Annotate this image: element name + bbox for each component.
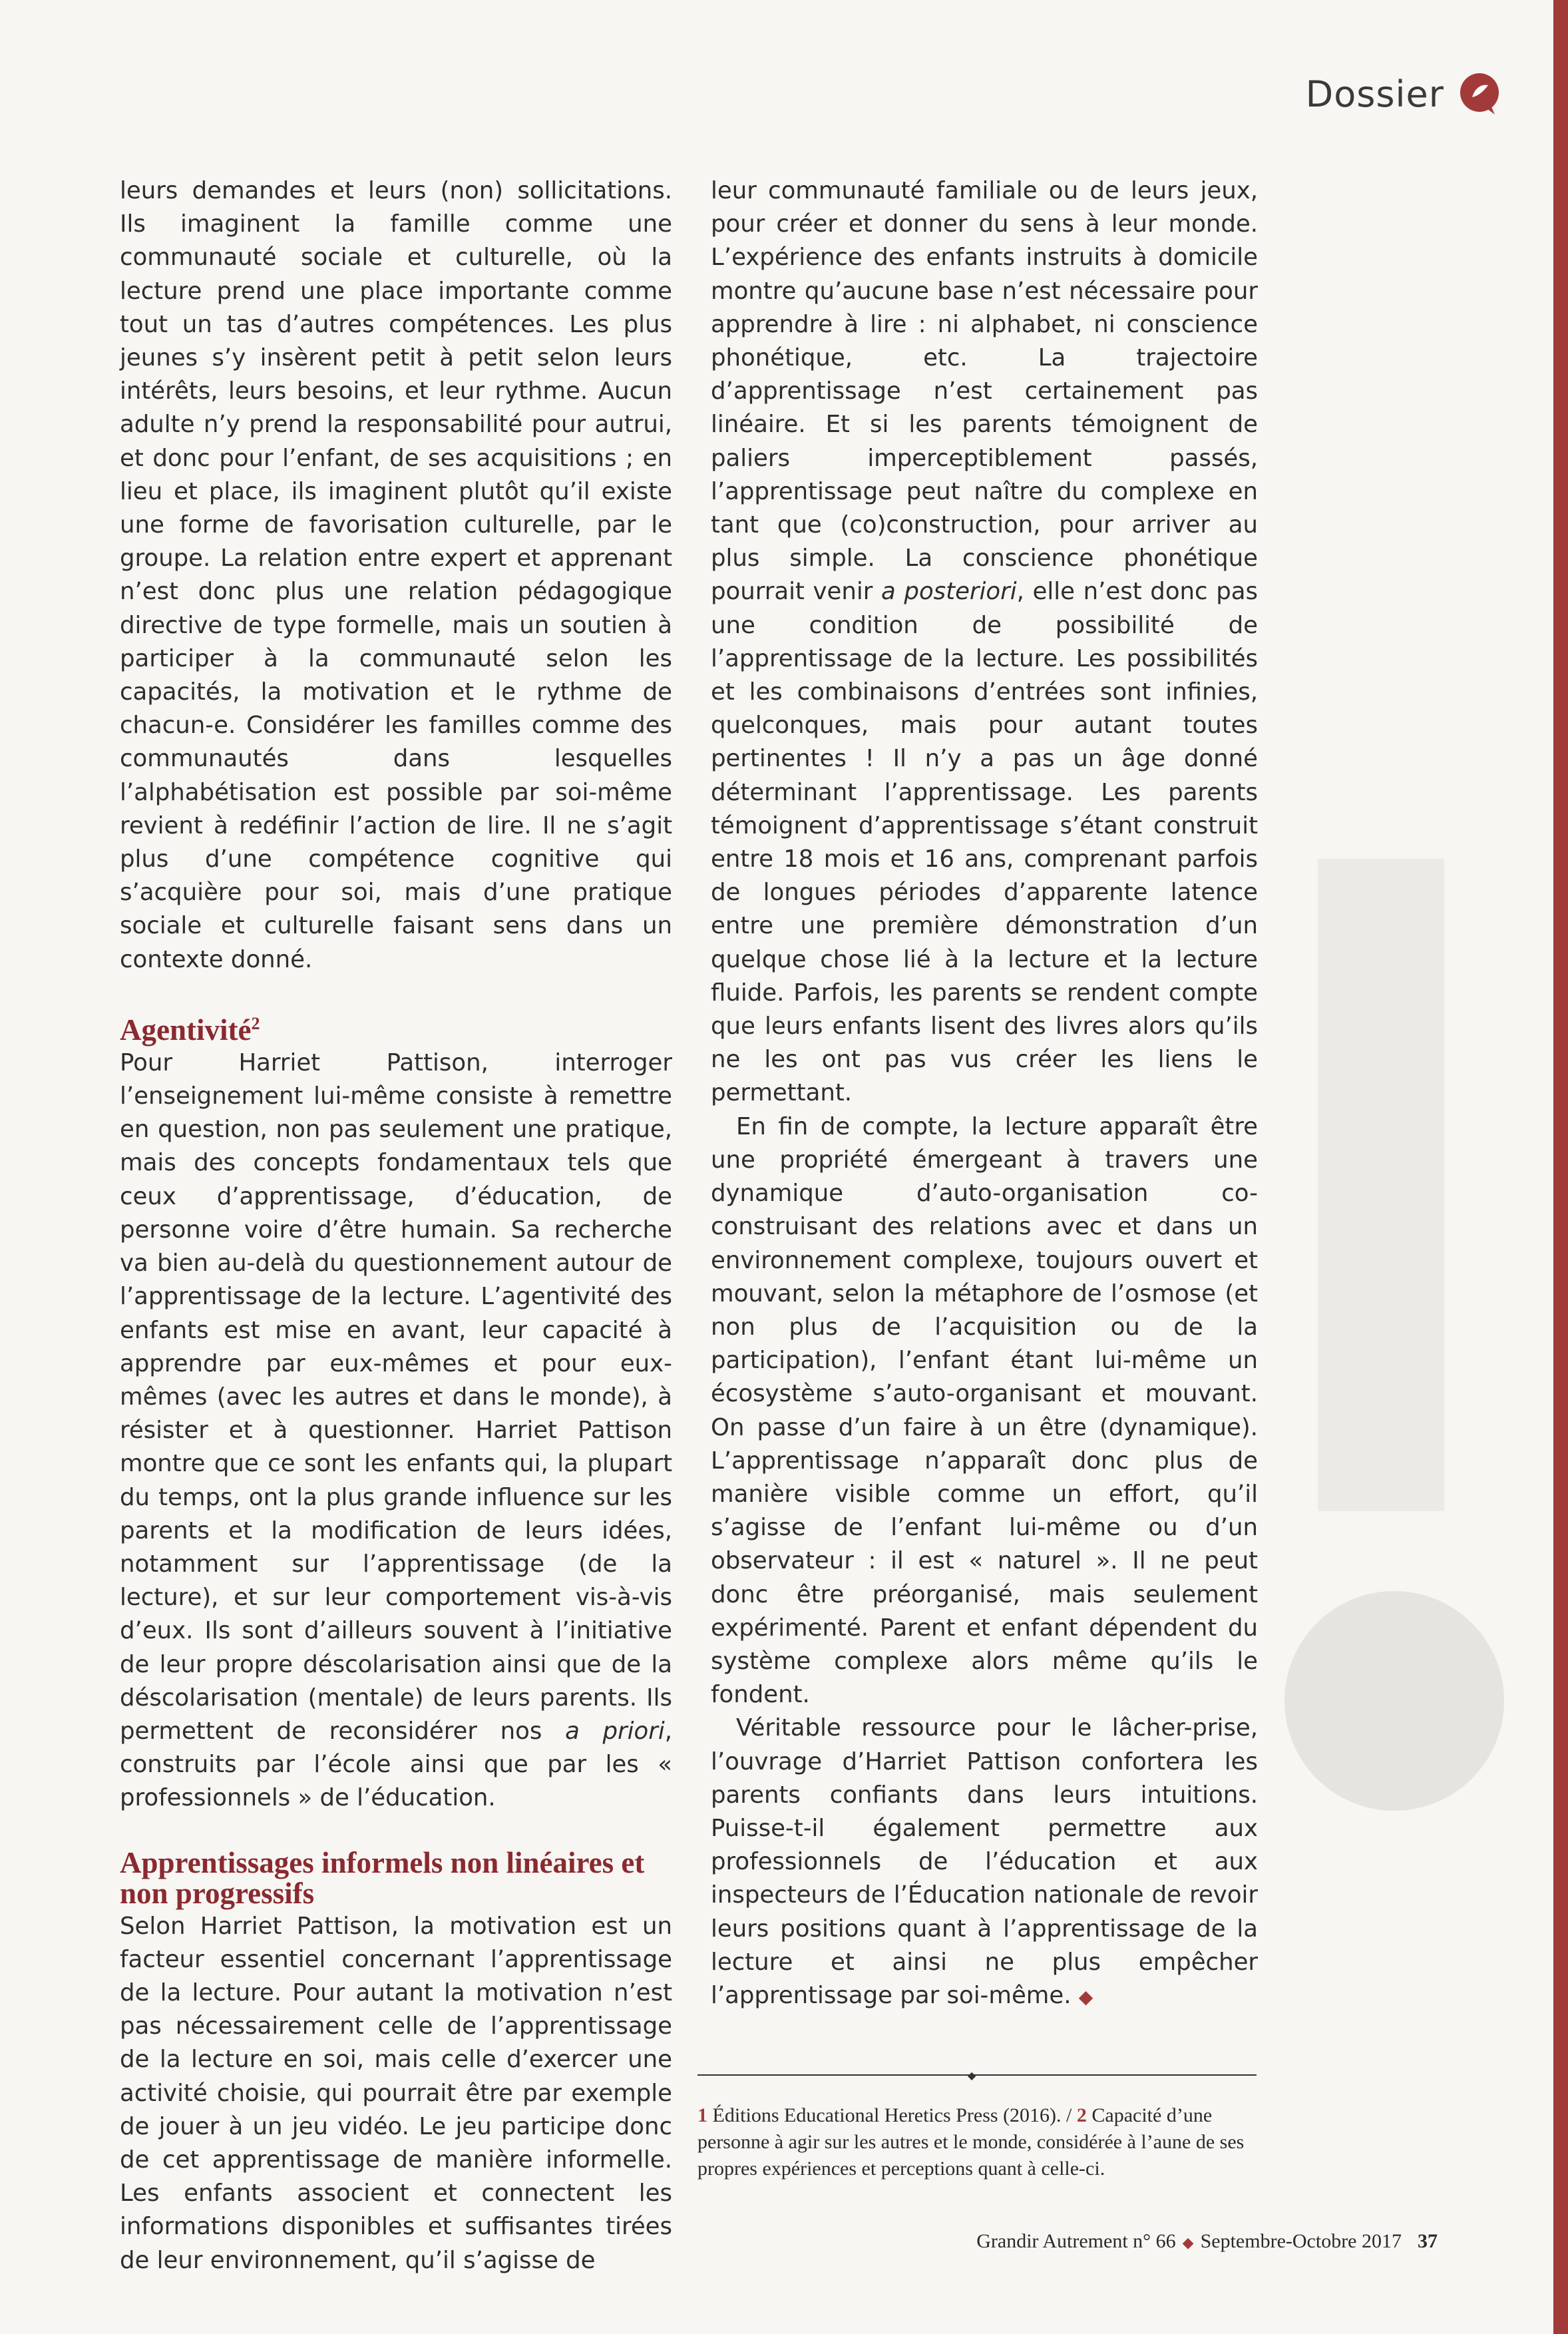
paragraph-text: , construits par l’école ainsi que par les « professionnels » de l’éducation. xyxy=(120,1717,672,1812)
paragraph-text: , elle n’est donc pas une condition de possibilité de l’apprentissage de la lecture. Les possibilités et les combinaisons d’entrées sont infinies, quelconques, mais pour autant toutes pertinentes ! Il n’y a pas un âge donné déterminant l’apprentissage. Les parents témoignent d’apprentissage s’étant construit entre 18 mois et 16 ans, comprenant parfois de longues périodes d’apparente latence entre une première démonstration d’un quelque chose lié à la lecture et la lecture fluide. Parfois, les parents se rendent compte que leurs enfants lisent des livres alors qu’ils ne les ont pas vus créer les liens le permettant. xyxy=(711,578,1258,1107)
section-heading-apprentissages: Apprentissages informels non linéaires et non progressifs xyxy=(120,1845,645,1910)
paragraph xyxy=(711,1712,1258,2014)
issue-date: Septembre-Octobre 2017 xyxy=(1200,2230,1402,2252)
footnote-ref: 2 xyxy=(251,1013,260,1033)
page-number: 37 xyxy=(1418,2230,1438,2252)
heading-text: Agentivité xyxy=(120,1013,252,1047)
end-mark: ◆ xyxy=(1078,1985,1093,2008)
page-header xyxy=(1306,72,1501,116)
paragraph xyxy=(711,174,1258,1110)
divider-diamond-icon: ◆ xyxy=(968,2069,976,2082)
show-through-panel xyxy=(1318,859,1444,1511)
italic-term: a priori xyxy=(565,1717,665,1745)
show-through-circle xyxy=(1284,1591,1504,1811)
paragraph: Selon Harriet Pattison, la motivation est un facteur essentiel concernant l’apprentissage de la lecture. Pour autant la motivation n’est pas nécessairement celle de l’apprentissage de la lecture en soi, mais celle d’exercer une activité choisie, qui pourrait être par exemple de jouer à un jeu vidéo. Le jeu participe donc de cet apprentissage de manière informelle. Les enfants associent et connectent les informations disponibles et suffisantes tirées de leur environnement, qu’il s’agisse de xyxy=(120,1912,672,2274)
footnote-text: Éditions Educational Heretics Press (2016). / xyxy=(712,2104,1077,2126)
italic-term: a posteriori xyxy=(881,578,1017,606)
magazine-issue: Grandir Autrement n° 66 xyxy=(976,2230,1176,2252)
page-edge-band xyxy=(1553,0,1568,2334)
paragraph-text: leur communauté familiale ou de leurs jeux, pour créer et donner du sens à leur monde. L’expérience des enfants instruits à domicile montre qu’aucune base n’est nécessaire pour apprendre à lire : ni alphabet, ni conscience phonétique, etc. La trajectoire d’apprentissage n’est certainement pas linéaire. Et si les parents témoignent de paliers imperceptiblement passés, l’apprentissage peut naître du complexe en tant que (co)construction, pour arriver au plus simple. La conscience phonétique pourrait venir xyxy=(711,177,1258,606)
footer-separator: ◆ xyxy=(1182,2234,1194,2251)
page-footer xyxy=(976,2230,1438,2253)
paragraph-text: Pour Harriet Pattison, interroger l’enseignement lui-même consiste à remettre en question, non pas seulement une pratique, mais des concepts fondamentaux tels que ceux d’apprentissage, d’éducation, de personne voire d’être humain. Sa recherche va bien au-delà du questionnement autour de l’apprentissage de la lecture. L’agentivité des enfants est mise en avant, leur capacité à apprendre par eux-mêmes et pour eux-mêmes (avec les autres et dans le monde), à résister et à questionner. Harriet Pattison montre que ce sont les enfants qui, la plupart du temps, ont la plus grande influence sur les parents et la modification de leurs idées, notamment sur l’apprentissage (de la lecture), et sur leur comportement vis-à-vis d’eux. Ils sont d’ailleurs souvent à l’initiative de leur propre déscolarisation ainsi que de la déscolarisation (mentale) de leurs parents. Ils permettent de reconsidérer nos xyxy=(120,1049,672,1745)
right-column xyxy=(711,174,1258,2014)
paragraph-text: Véritable ressource pour le lâcher-prise, l’ouvrage d’Harriet Pattison confortera les parents confiants dans leurs intuitions. Puisse-t-il également permettre aux professionnels de l’éducation et aux inspecteurs de l’Éducation nationale de revoir leurs positions quant à l’apprentissage de la lecture et ainsi ne plus empêcher l’apprentissage par soi-même. xyxy=(711,1714,1258,2009)
paragraph: En fin de compte, la lecture apparaît être une propriété émergeant à travers une dynamique d’auto-organisation co-construisant des relations avec et dans un environnement complexe, toujours ouvert et mouvant, selon la métaphore de l’osmose (et non plus de l’acquisition ou de la participation), l’enfant étant lui-même un écosystème s’auto-organisant et mouvant. On passe d’un faire à un être (dynamique). L’apprentissage n’apparaît donc plus de manière visible comme un effort, qu’il s’agisse de l’enfant lui-même ou d’un observateur : il est « naturel ». Il ne peut donc être préorganisé, mais seulement expérimenté. Parent et enfant dépendent du système complexe alors même qu’ils le fondent. xyxy=(711,1112,1258,1709)
footnote-text: Capacité d’une personne à agir sur les autres et le monde, considérée à l’aune de ses propres expériences et perceptions quant à celle-ci. xyxy=(697,2104,1245,2180)
paragraph xyxy=(120,1047,672,1815)
paragraph: leurs demandes et leurs (non) sollicitations. Ils imaginent la famille comme une communauté sociale et culturelle, où la lecture prend une place importante comme tout un tas d’autres compétences. Les plus jeunes s’y insèrent petit à petit selon leurs intérêts, leurs besoins, et leur rythme. Aucun adulte n’y prend la responsabilité pour autrui, et donc pour l’enfant, de ses acquisitions ; en lieu et place, ils imaginent plutôt qu’il existe une forme de favorisation culturelle, par le groupe. La relation entre expert et apprenant n’est donc plus une relation pédagogique directive de type formelle, mais un soutien à participer à la communauté selon les capacités, la motivation et le rythme de chacun-e. Considérer les familles comme des communautés dans lesquelles l’alphabétisation est possible par soi-même revient à redéfinir l’action de lire. Il ne s’agit plus d’une compétence cognitive qui s’acquière pour soi, mais d’une pratique sociale et culturelle faisant sens dans un contexte donné. xyxy=(120,177,672,973)
section-heading-agentivite xyxy=(120,1009,672,1045)
footnotes xyxy=(697,2102,1257,2182)
section-title: Dossier xyxy=(1305,73,1444,115)
footnote-number: 1 xyxy=(697,2104,707,2126)
left-column xyxy=(120,174,672,2277)
speech-bubble-icon xyxy=(1458,72,1501,116)
footnote-number: 2 xyxy=(1076,2104,1087,2126)
footnote-divider xyxy=(697,2074,1257,2076)
